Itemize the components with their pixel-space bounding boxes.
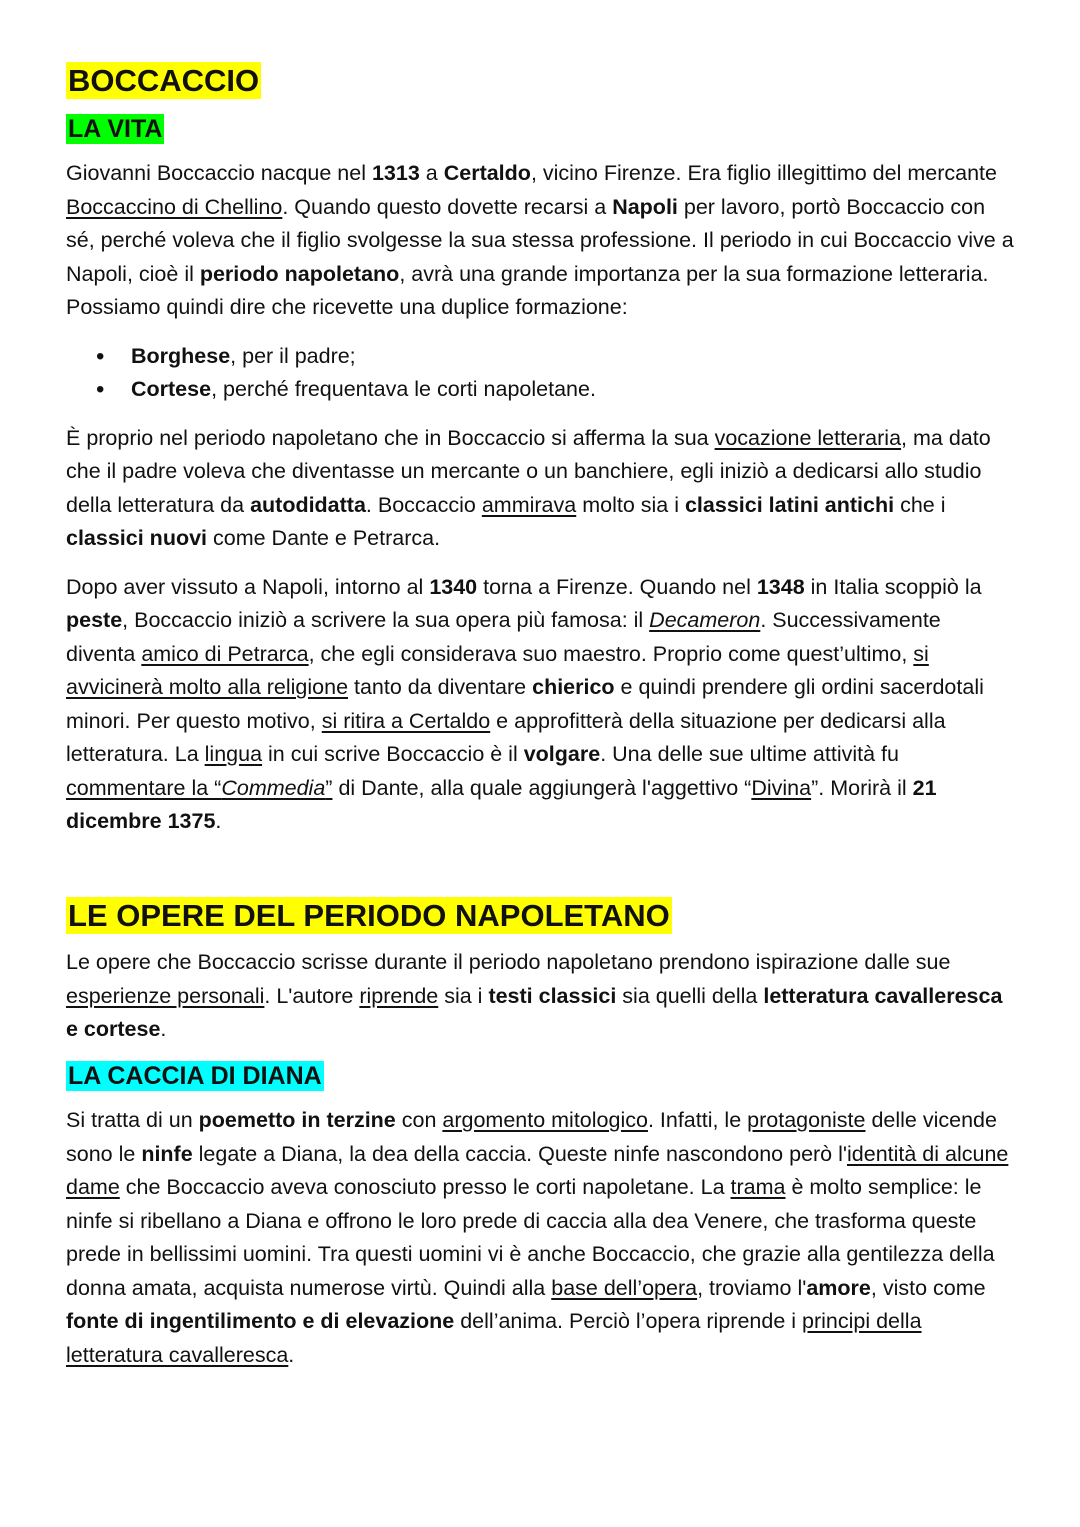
underlined-italic-text: Decameron: [649, 608, 761, 632]
bold-text: testi classici: [488, 983, 617, 1008]
text: , perché frequentava le corti napoletane.: [211, 377, 596, 401]
italic-text: Commedia: [221, 775, 326, 800]
underlined-text: [66, 776, 332, 800]
text: delle vicende sono le: [66, 1108, 997, 1166]
text: per lavoro, portò Boccaccio con sé, perché voleva che il figlio svolgesse la sua stessa professione. Il periodo in cui Boccaccio vive a Napoli, cioè il: [66, 194, 1014, 286]
text: e approfitterà della situazione per dedicarsi alla letteratura. La: [66, 708, 946, 766]
text: . Boccaccio: [365, 492, 482, 517]
underlined-text: si avvicinerà molto alla religione: [66, 641, 929, 699]
bold-text: volgare: [523, 742, 601, 766]
bold-text: Borghese: [131, 343, 231, 368]
text: Si tratta di un: [66, 1108, 199, 1132]
underlined-text: base dell’opera: [551, 1275, 698, 1300]
section-heading-opere: LE OPERE DEL PERIODO NAPOLETANO: [68, 897, 670, 933]
bold-text: 1313: [371, 161, 420, 185]
bold-text: poemetto in terzine: [198, 1108, 396, 1132]
text: sia i: [438, 983, 489, 1008]
section-heading-vita: LA VITA: [68, 114, 163, 143]
paragraph-opere-1: [66, 946, 1016, 1047]
formation-list: [66, 340, 1016, 407]
underlined-text: si ritira a Certaldo: [321, 708, 491, 733]
text: e quindi prendere gli ordini sacerdotali minori. Per questo motivo,: [66, 675, 984, 733]
underlined-text: amico di Petrarca: [141, 641, 309, 666]
text: . Infatti, le: [647, 1108, 748, 1132]
document-title: BOCCACCIO: [68, 63, 260, 98]
underlined-text: Divina: [751, 775, 812, 800]
paragraph-vita-2: [66, 422, 1016, 556]
text: che Boccaccio aveva conosciuto presso le corti napoletane. La: [119, 1175, 731, 1199]
text: , ma dato che il padre voleva che diventasse un mercante o un banchiere, egli iniziò a dedicarsi allo studio della letteratura da: [66, 425, 991, 517]
bold-text: autodidatta: [250, 492, 366, 517]
text: , visto come: [870, 1275, 986, 1300]
text: sia quelli della: [616, 983, 764, 1008]
section-heading-caccia: LA CACCIA DI DIANA: [68, 1061, 322, 1090]
underlined-text: vocazione letteraria: [714, 425, 902, 450]
text: , avrà una grande importanza per la sua formazione letteraria. Possiamo quindi dire che ricevette una duplice formazione:: [66, 261, 989, 319]
text: . Quando questo dovette recarsi a: [282, 194, 613, 219]
text: È proprio nel periodo napoletano che in Boccaccio si afferma la sua: [66, 425, 715, 450]
bold-text: 21 dicembre 1375: [66, 775, 937, 833]
text: come Dante e Petrarca.: [207, 526, 441, 550]
paragraph-vita-3: [66, 571, 1016, 839]
underlined-text: argomento mitologico: [442, 1108, 648, 1132]
text: , troviamo l': [697, 1275, 807, 1300]
text: Dopo aver vissuto a Napoli, intorno al: [66, 574, 430, 599]
text: .: [215, 809, 222, 833]
text: è molto semplice: le ninfe si ribellano a Diana e offrono le loro prede di caccia alla dea Venere, che trasforma queste prede in bellissimi uomini. Tra questi uomini vi è anche Boccaccio, che grazie alla gentilezza della donna amata, acquista numerose virtù. Quindi alla: [66, 1175, 995, 1300]
text: , vicino Firenze. Era figlio illegittimo del mercante: [530, 161, 997, 185]
bold-text: classici nuovi: [66, 526, 208, 550]
bold-text: Cortese: [131, 377, 212, 401]
text: con: [395, 1108, 443, 1132]
bold-text: chierico: [532, 675, 615, 699]
text: Giovanni Boccaccio nacque nel: [66, 161, 372, 185]
text: dell’anima. Perciò l’opera riprende i: [454, 1309, 803, 1333]
bold-text: Certaldo: [443, 161, 531, 185]
text: molto sia i: [576, 492, 685, 517]
text: a: [419, 161, 444, 185]
text: .: [288, 1342, 295, 1367]
bold-text: letteratura cavalleresca e cortese: [66, 983, 1003, 1041]
text: , Boccaccio iniziò a scrivere la sua opera più famosa: il: [122, 608, 650, 632]
document-page: [66, 62, 1016, 1372]
underlined-text: lingua: [204, 742, 263, 766]
bold-text: classici latini antichi: [684, 492, 895, 517]
bold-text: ninfe: [141, 1141, 193, 1166]
text: . Una delle sue ultime attività fu: [600, 742, 899, 766]
paragraph-caccia-1: [66, 1104, 1016, 1372]
list-item: [66, 373, 1016, 407]
underlined-text: ammirava: [481, 492, 577, 517]
text: tanto da diventare: [348, 675, 533, 699]
underlined-text: identità di alcune dame: [66, 1141, 1009, 1199]
list-item: [66, 340, 1016, 374]
text: di Dante, alla quale aggiungerà l'aggettivo “: [332, 775, 752, 800]
bold-text: Napoli: [612, 194, 678, 219]
text: ”: [325, 775, 333, 800]
text: . Successivamente diventa: [66, 608, 941, 666]
text: legate a Diana, la dea della caccia. Queste ninfe nascondono però l': [192, 1141, 847, 1166]
underlined-text: principi della letteratura cavalleresca: [66, 1309, 922, 1367]
text: commentare la “: [66, 775, 222, 800]
underlined-text: protagoniste: [747, 1108, 866, 1132]
underlined-text: trama: [730, 1175, 786, 1199]
text: in cui scrive Boccaccio è il: [262, 742, 524, 766]
underlined-text: riprende: [359, 983, 439, 1008]
text: torna a Firenze. Quando nel: [477, 574, 757, 599]
underlined-text: Boccaccino di Chellino: [66, 194, 283, 219]
bold-text: 1348: [756, 574, 805, 599]
bold-text: peste: [66, 608, 123, 632]
bold-text: fonte di ingentilimento e di elevazione: [66, 1309, 455, 1333]
text: che i: [894, 492, 946, 517]
text: .: [160, 1017, 167, 1041]
text: , che egli considerava suo maestro. Proprio come quest’ultimo,: [308, 641, 914, 666]
text: in Italia scoppiò la: [804, 574, 982, 599]
text: . L'autore: [264, 983, 360, 1008]
text: , per il padre;: [230, 343, 356, 368]
underlined-text: esperienze personali: [66, 983, 265, 1008]
bold-text: 1340: [429, 574, 478, 599]
paragraph-vita-1: [66, 157, 1016, 325]
text: ”. Morirà il: [811, 775, 913, 800]
bold-text: periodo napoletano: [199, 261, 400, 286]
text: Le opere che Boccaccio scrisse durante il periodo napoletano prendono ispirazione dalle sue: [66, 950, 951, 974]
bold-text: amore: [806, 1275, 871, 1300]
